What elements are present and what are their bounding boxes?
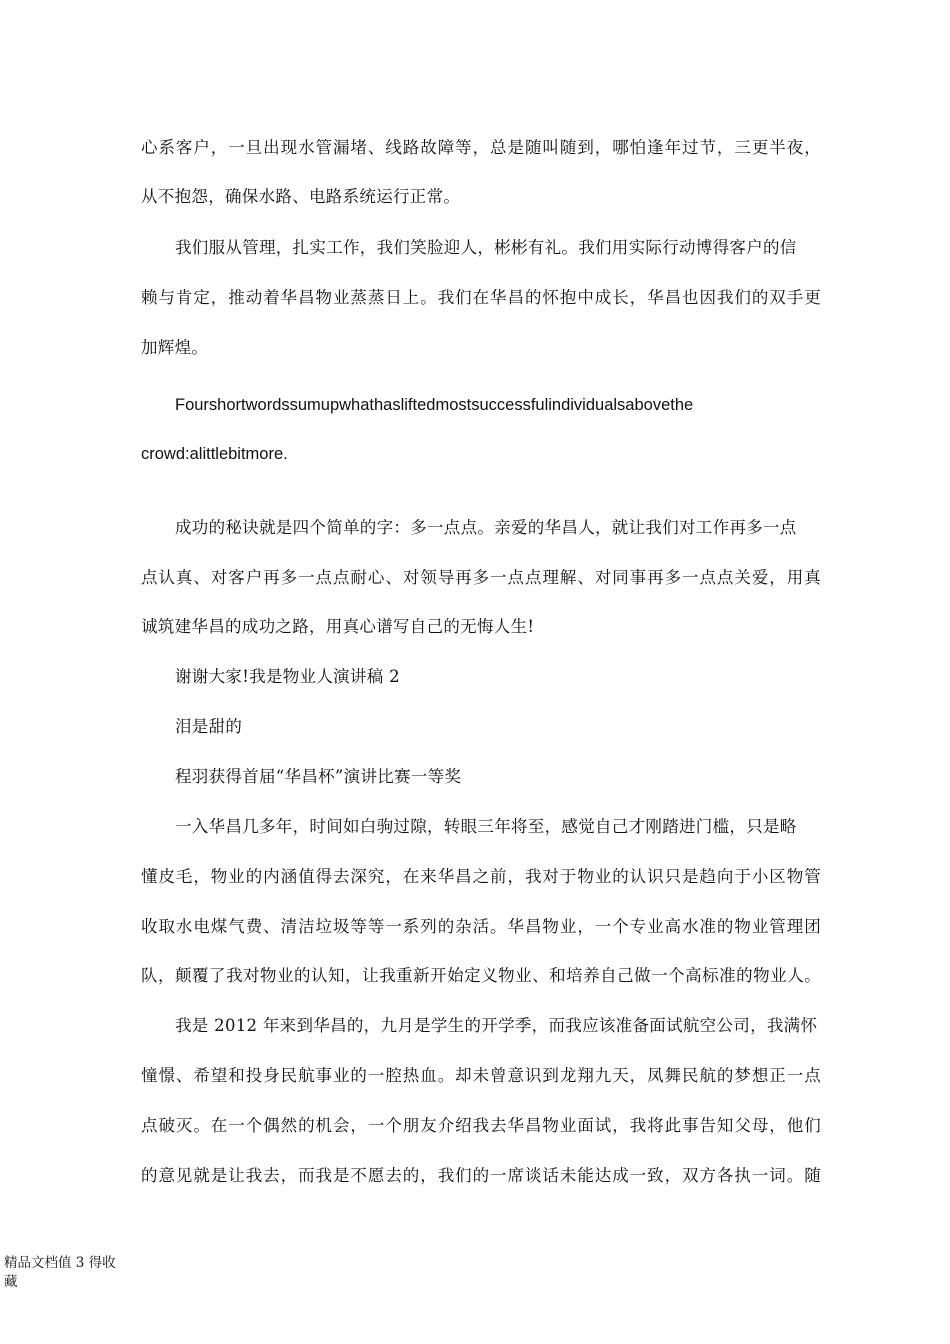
text-line: 我们服从管理，扎实工作，我们笑脸迎人，彬彬有礼。我们用实际行动博得客户的信 [175,238,797,257]
text-line: 一入华昌几多年，时间如白驹过隙，转眼三年将至，感觉自己才刚踏进门槛，只是略 [175,817,797,836]
speech-subtitle: 泪是甜的 [175,717,243,736]
english-quote-line: Fourshortwordssumupwhathasliftedmostsuccessfulindividualsabovethe [175,396,694,414]
speech-award-line: 程羽获得首届“华昌杯”演讲比赛一等奖 [175,767,462,786]
text-line: 收取水电煤气费、清洁垃圾等等一系列的杂活。华昌物业，一个专业高水准的物业管理团 [141,917,821,936]
text-line: 点破灭。在一个偶然的机会，一个朋友介绍我去华昌物业面试，我将此事告知父母，他们 [141,1116,821,1135]
speech-title: 谢谢大家!我是物业人演讲稿 2 [175,667,400,686]
text-line: 成功的秘诀就是四个简单的字：多一点点。亲爱的华昌人，就让我们对工作再多一点 [175,518,797,537]
text-line: 队，颠覆了我对物业的认知，让我重新开始定义物业、和培养自己做一个高标准的物业人。 [141,966,821,985]
text-line: 懂皮毛，物业的内涵值得去深究，在来华昌之前，我对于物业的认识只是趋向于小区物管 [141,867,821,886]
text-line: 点认真、对客户再多一点点耐心、对领导再多一点点理解、对同事再多一点点关爱，用真 [141,568,821,587]
text-line: 心系客户，一旦出现水管漏堵、线路故障等，总是随叫随到，哪怕逢年过节，三更半夜， [141,138,821,157]
text-line: 赖与肯定，推动着华昌物业蒸蒸日上。我们在华昌的怀抱中成长，华昌也因我们的双手更 [141,288,821,307]
english-quote-line: crowd:alittlebitmore. [141,445,288,463]
text-line: 加辉煌。 [141,338,209,357]
text-line: 诚筑建华昌的成功之路，用真心谱写自己的无悔人生! [141,617,535,636]
text-line: 的意见就是让我去，而我是不愿去的，我们的一席谈话未能达成一致，双方各执一词。随 [141,1166,821,1185]
text-line: 我是 2012 年来到华昌的，九月是学生的开学季，而我应该准备面试航空公司，我满怀 [175,1016,818,1035]
footer-note: 精品文档值 3 得收藏 [4,1255,116,1290]
text-line: 从不抱怨，确保水路、电路系统运行正常。 [141,187,461,206]
text-line: 憧憬、希望和投身民航事业的一腔热血。却未曾意识到龙翔九天，凤舞民航的梦想正一点 [141,1066,821,1085]
